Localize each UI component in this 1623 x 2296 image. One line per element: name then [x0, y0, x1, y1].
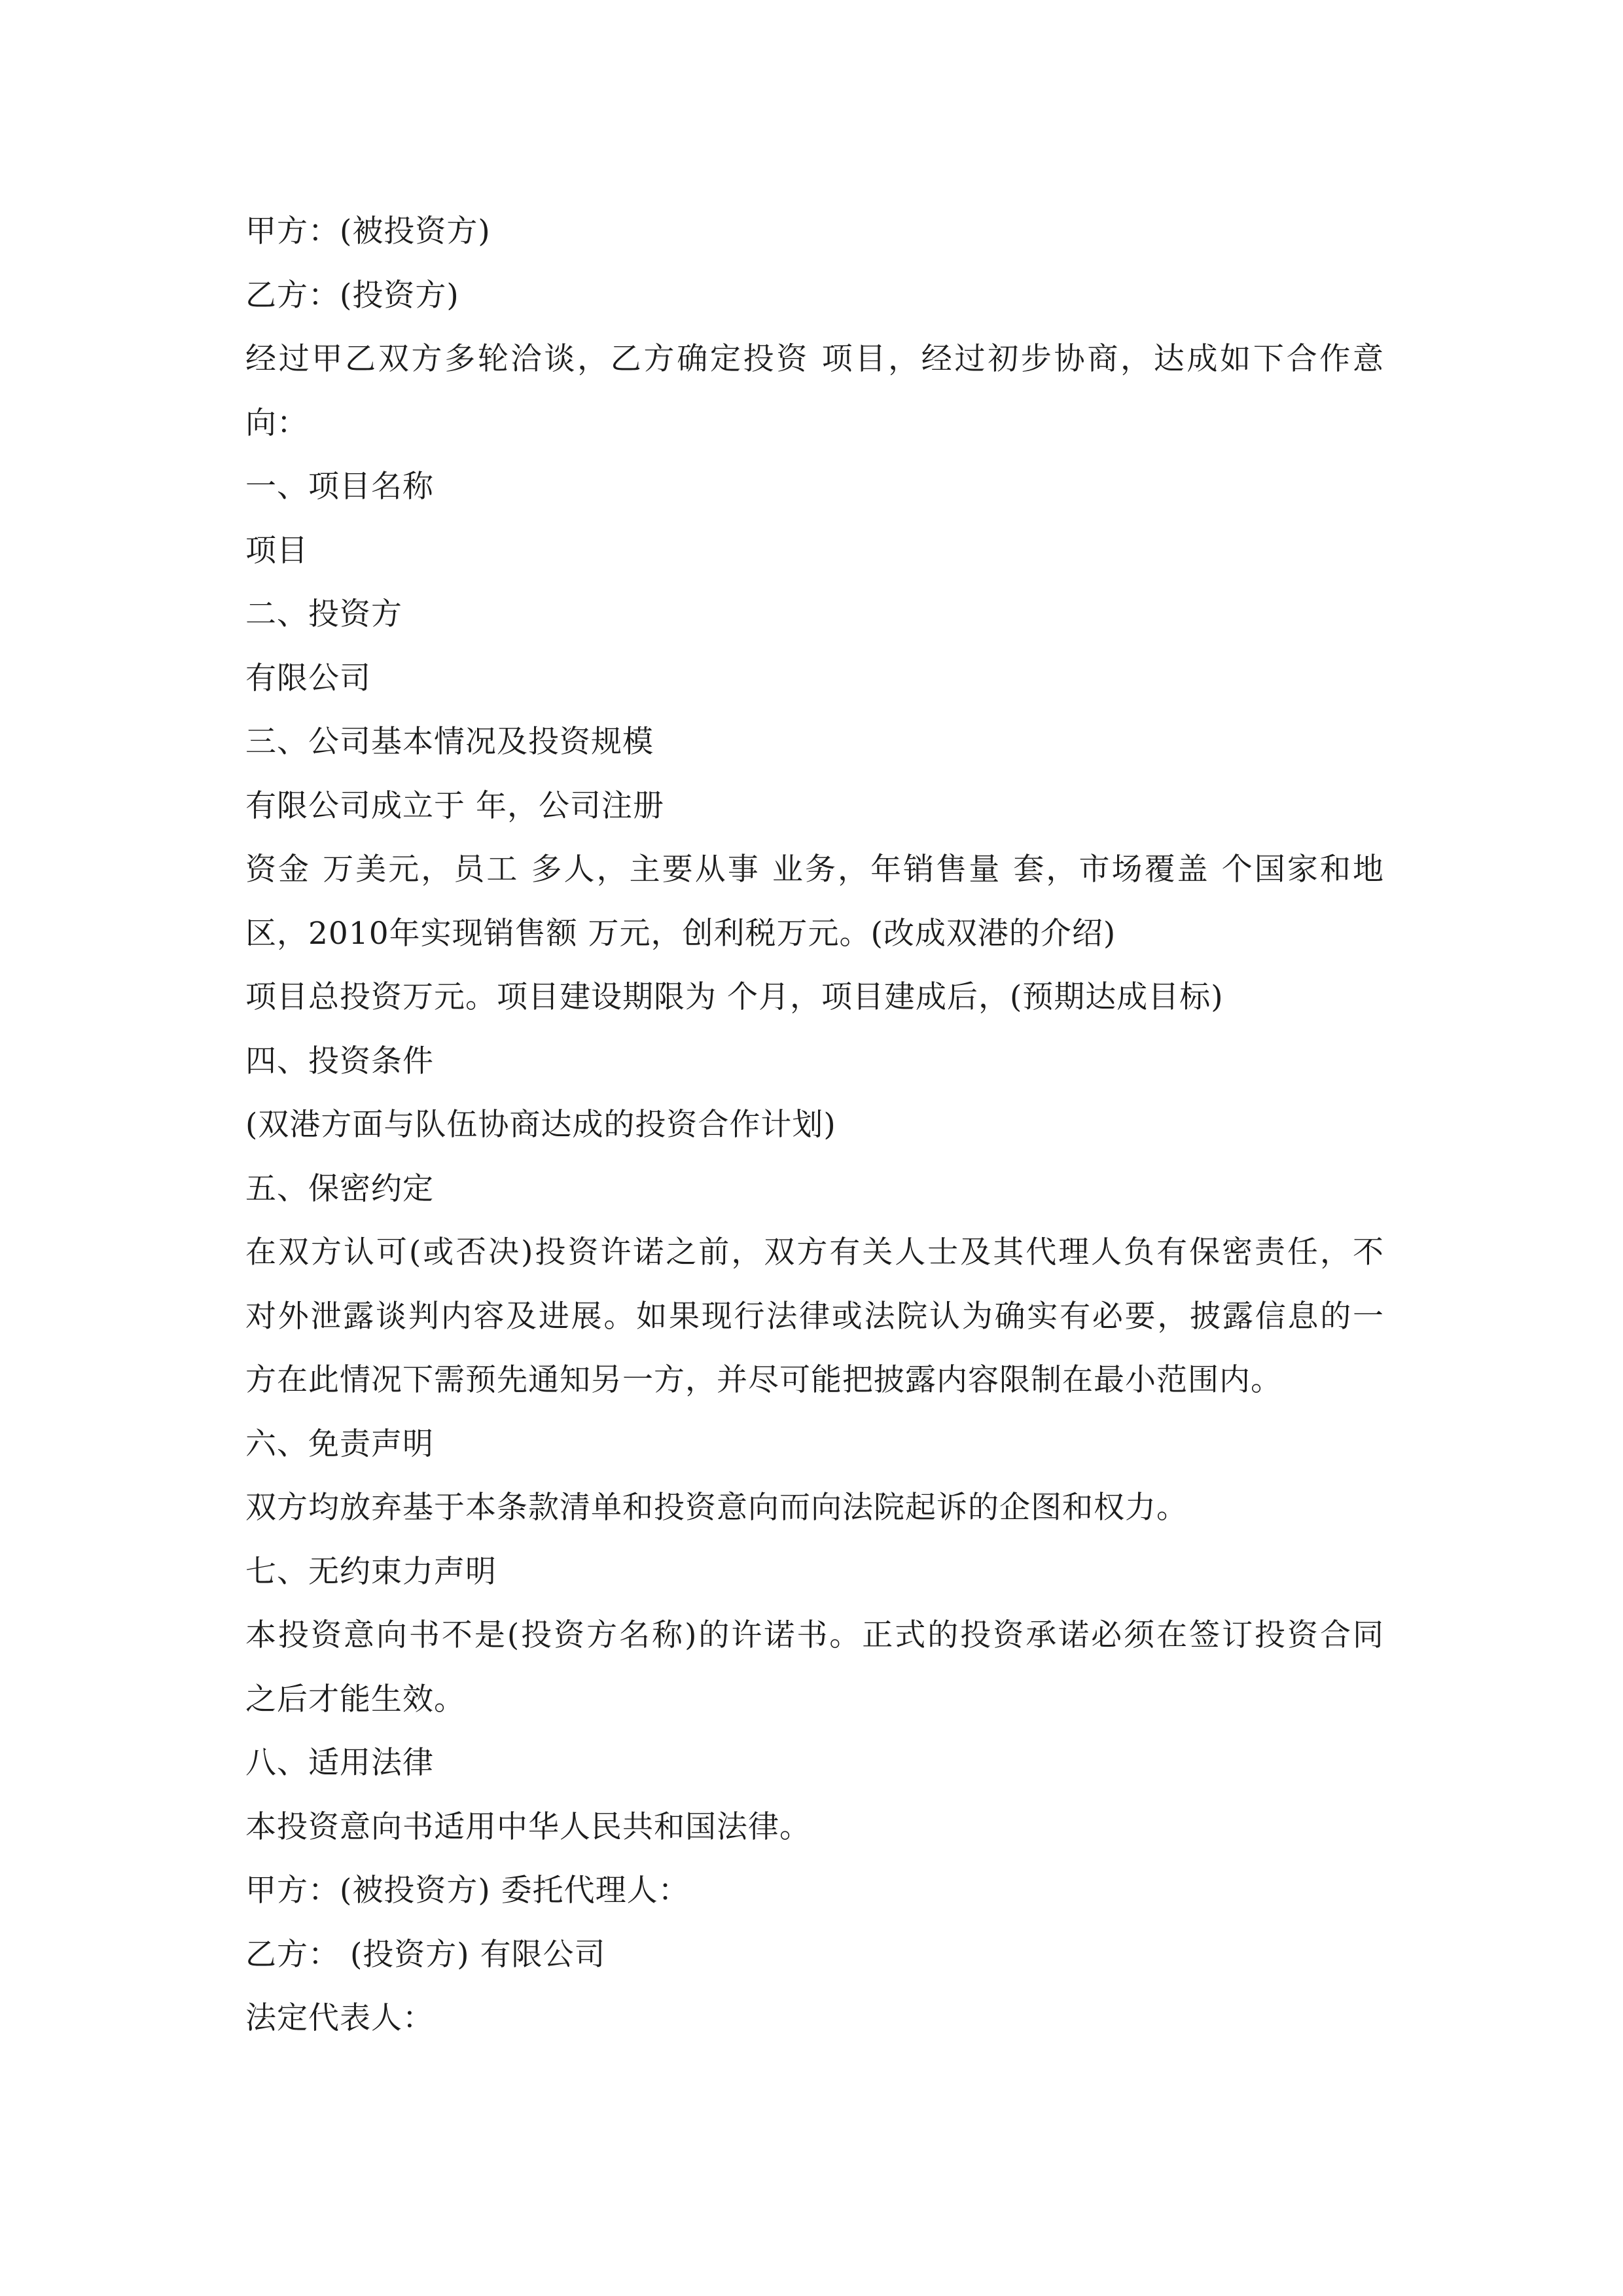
intro-paragraph-line-1: 经过甲乙双方多轮洽谈，乙方确定投资 项目，经过初步协商，达成如下合作意: [245, 341, 1384, 377]
section-1-heading: 一、项目名称: [245, 469, 434, 505]
section-1-text: 项目: [245, 532, 308, 569]
section-3-heading: 三、公司基本情况及投资规模: [245, 724, 654, 760]
section-7-text-line-1: 本投资意向书不是(投资方名称)的许诺书。正式的投资承诺必须在签订投资合同: [245, 1617, 1384, 1653]
section-3-text-line-3: 区，2010年实现销售额 万元，创利税万元。(改成双港的介绍): [245, 915, 1116, 952]
section-4-text: (双港方面与队伍协商达成的投资合作计划): [245, 1107, 836, 1143]
section-4-heading: 四、投资条件: [245, 1043, 434, 1079]
intro-paragraph-line-2: 向：: [245, 404, 308, 441]
section-7-text-line-2: 之后才能生效。: [245, 1681, 465, 1717]
section-2-text: 有限公司: [245, 660, 371, 696]
section-5-text-line-1: 在双方认可(或否决)投资许诺之前，双方有关人士及其代理人负有保密责任，不: [245, 1234, 1384, 1270]
section-8-text: 本投资意向书适用中华人民共和国法律。: [245, 1808, 811, 1845]
section-8-heading: 八、适用法律: [245, 1745, 434, 1781]
section-3-text-line-2: 资金 万美元，员工 多人，主要从事 业务，年销售量 套，市场覆盖 个国家和地: [245, 852, 1384, 888]
signature-party-b: 乙方： (投资方) 有限公司: [245, 1936, 606, 1973]
section-2-heading: 二、投资方: [245, 596, 402, 632]
section-5-text-line-2: 对外泄露谈判内容及进展。如果现行法律或法院认为确实有必要，披露信息的一: [245, 1298, 1384, 1335]
section-6-heading: 六、免责声明: [245, 1426, 434, 1462]
section-6-text: 双方均放弃基于本条款清单和投资意向而向法院起诉的企图和权力。: [245, 1490, 1188, 1526]
document-body: [245, 200, 1384, 2051]
section-3-text-line-4: 项目总投资万元。项目建设期限为 个月，项目建成后，(预期达成目标): [245, 979, 1224, 1015]
section-5-text-line-3: 方在此情况下需预先通知另一方，并尽可能把披露内容限制在最小范围内。: [245, 1362, 1282, 1398]
section-5-heading: 五、保密约定: [245, 1170, 434, 1207]
section-7-heading: 七、无约束力声明: [245, 1553, 497, 1590]
party-a-line: 甲方：(被投资方): [245, 213, 491, 249]
signature-legal-representative: 法定代表人：: [245, 2000, 434, 2036]
party-b-line: 乙方：(投资方): [245, 277, 459, 314]
section-3-text-line-1: 有限公司成立于 年，公司注册: [245, 787, 664, 824]
signature-party-a: 甲方：(被投资方) 委托代理人：: [245, 1873, 690, 1909]
